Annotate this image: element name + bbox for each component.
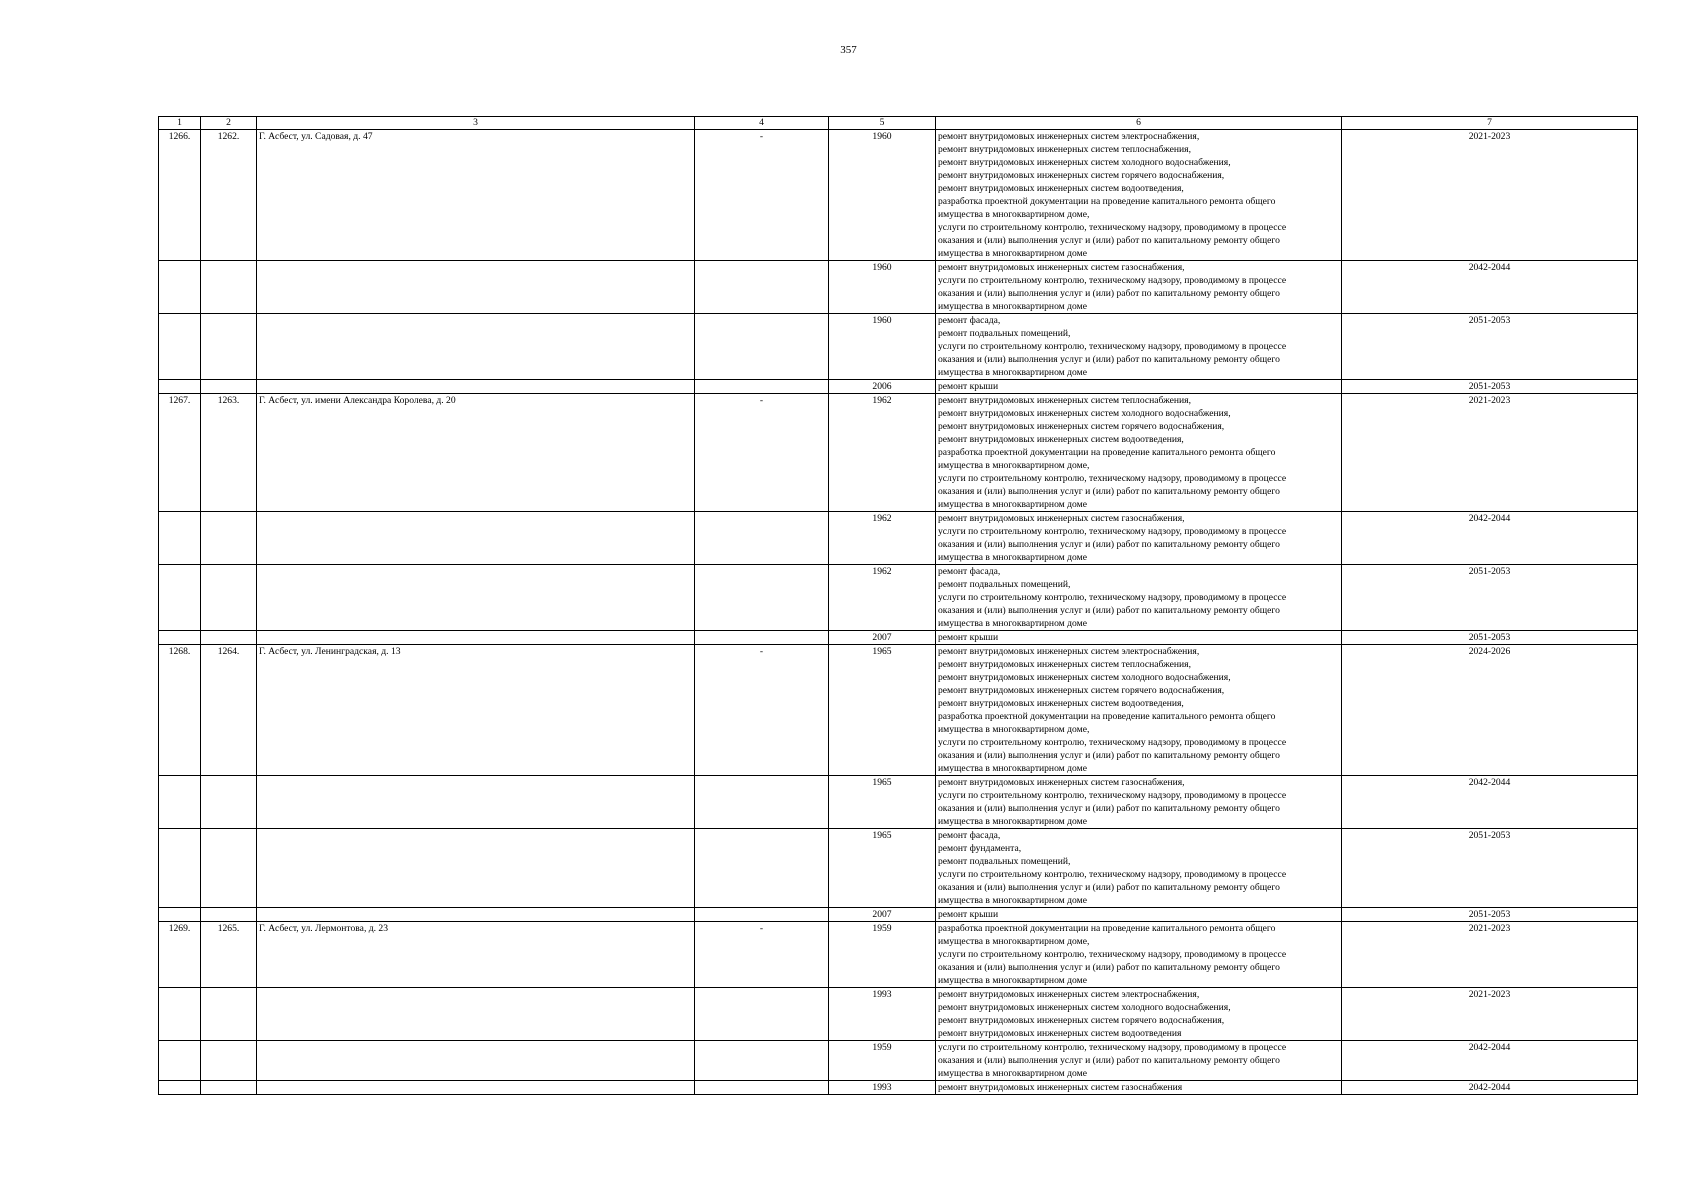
works-cell — [936, 645, 1342, 776]
period-cell: 2051-2053 — [1342, 565, 1638, 631]
work-line: ремонт внутридомовых инженерных систем теплоснабжения, — [938, 395, 1191, 406]
table-row — [159, 776, 1638, 829]
work-line: имущества в многоквартирном доме, — [938, 724, 1090, 735]
work-line: имущества в многоквартирном доме — [938, 816, 1087, 827]
works-cell — [936, 1081, 1342, 1095]
work-line: услуги по строительному контролю, техническому надзору, проводимому в процессе — [938, 473, 1287, 484]
object-number-cell — [201, 1081, 257, 1095]
works-cell — [936, 512, 1342, 565]
table-row — [159, 314, 1638, 380]
period-cell: 2051-2053 — [1342, 631, 1638, 645]
object-number-cell: 1262. — [201, 130, 257, 261]
work-line: ремонт внутридомовых инженерных систем горячего водоснабжения, — [938, 170, 1225, 181]
work-line: услуги по строительному контролю, техническому надзору, проводимому в процессе — [938, 275, 1287, 286]
table-row — [159, 631, 1638, 645]
col4-cell — [695, 314, 829, 380]
address-cell: Г. Асбест, ул. Ленинградская, д. 13 — [257, 645, 695, 776]
object-number-cell — [201, 1041, 257, 1081]
work-line: имущества в многоквартирном доме — [938, 763, 1087, 774]
object-number-cell: 1264. — [201, 645, 257, 776]
works-cell — [936, 776, 1342, 829]
work-line: ремонт внутридомовых инженерных систем горячего водоснабжения, — [938, 421, 1225, 432]
works-cell — [936, 261, 1342, 314]
work-line: разработка проектной документации на проведение капитального ремонта общего — [938, 923, 1276, 934]
table-row — [159, 1081, 1638, 1095]
address-cell — [257, 988, 695, 1041]
work-line: имущества в многоквартирном доме — [938, 552, 1087, 563]
period-cell: 2042-2044 — [1342, 1081, 1638, 1095]
row-number-cell — [159, 512, 201, 565]
row-number-cell: 1266. — [159, 130, 201, 261]
work-line: ремонт внутридомовых инженерных систем горячего водоснабжения, — [938, 1015, 1225, 1026]
work-line: ремонт внутридомовых инженерных систем водоотведения, — [938, 183, 1184, 194]
period-cell: 2051-2053 — [1342, 829, 1638, 908]
works-cell — [936, 314, 1342, 380]
address-cell — [257, 380, 695, 394]
work-line: оказания и (или) выполнения услуг и (или) работ по капитальному ремонту общего — [938, 235, 1280, 246]
row-number-cell — [159, 380, 201, 394]
work-line: ремонт внутридомовых инженерных систем газоснабжения — [938, 1082, 1183, 1093]
works-cell — [936, 922, 1342, 988]
address-cell — [257, 261, 695, 314]
work-line: ремонт внутридомовых инженерных систем газоснабжения, — [938, 777, 1185, 788]
header-cell: 1 — [159, 117, 201, 130]
row-number-cell — [159, 314, 201, 380]
work-line: ремонт внутридомовых инженерных систем электроснабжения, — [938, 646, 1200, 657]
work-line: оказания и (или) выполнения услуг и (или) работ по капитальному ремонту общего — [938, 354, 1280, 365]
year-cell: 1965 — [829, 776, 936, 829]
work-line: ремонт крыши — [938, 909, 999, 920]
work-line: ремонт крыши — [938, 632, 999, 643]
work-line: оказания и (или) выполнения услуг и (или) работ по капитальному ремонту общего — [938, 750, 1280, 761]
work-line: разработка проектной документации на проведение капитального ремонта общего — [938, 196, 1276, 207]
works-cell — [936, 988, 1342, 1041]
row-number-cell — [159, 565, 201, 631]
col4-cell — [695, 908, 829, 922]
work-line: ремонт подвальных помещений, — [938, 579, 1071, 590]
address-cell — [257, 1041, 695, 1081]
table-row — [159, 645, 1638, 776]
col4-cell — [695, 261, 829, 314]
works-cell — [936, 829, 1342, 908]
table-row — [159, 565, 1638, 631]
col4-cell — [695, 512, 829, 565]
table-header-row — [159, 117, 1638, 130]
table-row — [159, 261, 1638, 314]
work-line: имущества в многоквартирном доме — [938, 1068, 1087, 1079]
year-cell: 1965 — [829, 645, 936, 776]
work-line: ремонт подвальных помещений, — [938, 856, 1071, 867]
work-line: ремонт внутридомовых инженерных систем водоотведения — [938, 1028, 1182, 1039]
works-cell — [936, 130, 1342, 261]
work-line: имущества в многоквартирном доме — [938, 618, 1087, 629]
object-number-cell — [201, 380, 257, 394]
col4-cell: - — [695, 645, 829, 776]
year-cell: 1962 — [829, 394, 936, 512]
work-line: оказания и (или) выполнения услуг и (или) работ по капитальному ремонту общего — [938, 803, 1280, 814]
works-cell — [936, 1041, 1342, 1081]
header-cell: 2 — [201, 117, 257, 130]
object-number-cell — [201, 988, 257, 1041]
address-cell — [257, 631, 695, 645]
work-line: оказания и (или) выполнения услуг и (или) работ по капитальному ремонту общего — [938, 288, 1280, 299]
work-line: ремонт внутридомовых инженерных систем газоснабжения, — [938, 513, 1185, 524]
work-line: имущества в многоквартирном доме, — [938, 936, 1090, 947]
object-number-cell — [201, 261, 257, 314]
address-cell: Г. Асбест, ул. Лермонтова, д. 23 — [257, 922, 695, 988]
row-number-cell: 1268. — [159, 645, 201, 776]
work-line: оказания и (или) выполнения услуг и (или) работ по капитальному ремонту общего — [938, 882, 1280, 893]
work-line: оказания и (или) выполнения услуг и (или) работ по капитальному ремонту общего — [938, 486, 1280, 497]
row-number-cell — [159, 631, 201, 645]
table-row — [159, 908, 1638, 922]
address-cell — [257, 314, 695, 380]
object-number-cell — [201, 829, 257, 908]
object-number-cell: 1263. — [201, 394, 257, 512]
work-line: ремонт внутридомовых инженерных систем холодного водоснабжения, — [938, 1002, 1231, 1013]
address-cell: Г. Асбест, ул. имени Александра Королева, д. 20 — [257, 394, 695, 512]
year-cell: 1959 — [829, 1041, 936, 1081]
col4-cell: - — [695, 130, 829, 261]
work-line: ремонт внутридомовых инженерных систем теплоснабжения, — [938, 144, 1191, 155]
page-number: 357 — [840, 44, 857, 56]
year-cell: 1959 — [829, 922, 936, 988]
year-cell: 1960 — [829, 130, 936, 261]
col4-cell — [695, 776, 829, 829]
object-number-cell: 1265. — [201, 922, 257, 988]
period-cell: 2021-2023 — [1342, 130, 1638, 261]
work-line: имущества в многоквартирном доме — [938, 248, 1087, 259]
work-line: услуги по строительному контролю, техническому надзору, проводимому в процессе — [938, 1042, 1287, 1053]
work-line: ремонт внутридомовых инженерных систем электроснабжения, — [938, 989, 1200, 1000]
works-cell — [936, 565, 1342, 631]
period-cell: 2051-2053 — [1342, 380, 1638, 394]
period-cell: 2021-2023 — [1342, 988, 1638, 1041]
work-line: имущества в многоквартирном доме — [938, 367, 1087, 378]
object-number-cell — [201, 314, 257, 380]
works-cell — [936, 908, 1342, 922]
row-number-cell — [159, 261, 201, 314]
year-cell: 1993 — [829, 1081, 936, 1095]
year-cell: 1960 — [829, 314, 936, 380]
work-line: услуги по строительному контролю, техническому надзору, проводимому в процессе — [938, 222, 1287, 233]
header-cell: 7 — [1342, 117, 1638, 130]
year-cell: 1962 — [829, 512, 936, 565]
row-number-cell: 1269. — [159, 922, 201, 988]
address-cell — [257, 908, 695, 922]
year-cell: 1993 — [829, 988, 936, 1041]
col4-cell — [695, 380, 829, 394]
work-line: ремонт внутридомовых инженерных систем горячего водоснабжения, — [938, 685, 1225, 696]
work-line: ремонт фасада, — [938, 830, 1001, 841]
period-cell: 2051-2053 — [1342, 908, 1638, 922]
period-cell: 2042-2044 — [1342, 261, 1638, 314]
year-cell: 1965 — [829, 829, 936, 908]
work-line: услуги по строительному контролю, техническому надзору, проводимому в процессе — [938, 869, 1287, 880]
work-line: разработка проектной документации на проведение капитального ремонта общего — [938, 447, 1276, 458]
period-cell: 2021-2023 — [1342, 922, 1638, 988]
work-line: разработка проектной документации на проведение капитального ремонта общего — [938, 711, 1276, 722]
row-number-cell — [159, 1041, 201, 1081]
address-cell — [257, 512, 695, 565]
work-line: услуги по строительному контролю, техническому надзору, проводимому в процессе — [938, 341, 1287, 352]
work-line: услуги по строительному контролю, техническому надзору, проводимому в процессе — [938, 737, 1287, 748]
work-line: оказания и (или) выполнения услуг и (или) работ по капитальному ремонту общего — [938, 1055, 1280, 1066]
table-row — [159, 512, 1638, 565]
work-line: ремонт фундамента, — [938, 843, 1022, 854]
work-line: ремонт внутридомовых инженерных систем газоснабжения, — [938, 262, 1185, 273]
col4-cell — [695, 631, 829, 645]
object-number-cell — [201, 565, 257, 631]
address-cell — [257, 1081, 695, 1095]
col4-cell — [695, 829, 829, 908]
address-cell — [257, 565, 695, 631]
table-row — [159, 1041, 1638, 1081]
row-number-cell — [159, 908, 201, 922]
work-line: имущества в многоквартирном доме, — [938, 460, 1090, 471]
table-row — [159, 988, 1638, 1041]
work-line: ремонт фасада, — [938, 315, 1001, 326]
row-number-cell — [159, 776, 201, 829]
work-line: ремонт внутридомовых инженерных систем холодного водоснабжения, — [938, 408, 1231, 419]
col4-cell — [695, 988, 829, 1041]
work-line: имущества в многоквартирном доме — [938, 975, 1087, 986]
work-line: ремонт подвальных помещений, — [938, 328, 1071, 339]
row-number-cell — [159, 829, 201, 908]
work-line: услуги по строительному контролю, техническому надзору, проводимому в процессе — [938, 949, 1287, 960]
header-cell: 6 — [936, 117, 1342, 130]
year-cell: 2006 — [829, 380, 936, 394]
work-line: ремонт внутридомовых инженерных систем холодного водоснабжения, — [938, 157, 1231, 168]
work-line: ремонт внутридомовых инженерных систем водоотведения, — [938, 698, 1184, 709]
work-line: имущества в многоквартирном доме — [938, 895, 1087, 906]
period-cell: 2051-2053 — [1342, 314, 1638, 380]
address-cell — [257, 776, 695, 829]
object-number-cell — [201, 631, 257, 645]
row-number-cell: 1267. — [159, 394, 201, 512]
period-cell: 2042-2044 — [1342, 512, 1638, 565]
object-number-cell — [201, 908, 257, 922]
work-line: оказания и (или) выполнения услуг и (или) работ по капитальному ремонту общего — [938, 605, 1280, 616]
year-cell: 1960 — [829, 261, 936, 314]
col4-cell: - — [695, 394, 829, 512]
work-line: ремонт внутридомовых инженерных систем теплоснабжения, — [938, 659, 1191, 670]
works-cell — [936, 394, 1342, 512]
work-line: ремонт внутридомовых инженерных систем холодного водоснабжения, — [938, 672, 1231, 683]
header-cell: 3 — [257, 117, 695, 130]
work-line: имущества в многоквартирном доме — [938, 499, 1087, 510]
works-cell — [936, 380, 1342, 394]
table-row — [159, 394, 1638, 512]
work-line: услуги по строительному контролю, техническому надзору, проводимому в процессе — [938, 592, 1287, 603]
col4-cell: - — [695, 922, 829, 988]
work-line: ремонт фасада, — [938, 566, 1001, 577]
capital-repair-table — [158, 116, 1638, 1095]
col4-cell — [695, 565, 829, 631]
row-number-cell — [159, 988, 201, 1041]
address-cell: Г. Асбест, ул. Садовая, д. 47 — [257, 130, 695, 261]
address-cell — [257, 829, 695, 908]
work-line: ремонт внутридомовых инженерных систем водоотведения, — [938, 434, 1184, 445]
year-cell: 2007 — [829, 908, 936, 922]
work-line: оказания и (или) выполнения услуг и (или) работ по капитальному ремонту общего — [938, 962, 1280, 973]
work-line: услуги по строительному контролю, техническому надзору, проводимому в процессе — [938, 526, 1287, 537]
header-cell: 5 — [829, 117, 936, 130]
table-row — [159, 922, 1638, 988]
period-cell: 2042-2044 — [1342, 1041, 1638, 1081]
work-line: оказания и (или) выполнения услуг и (или) работ по капитальному ремонту общего — [938, 539, 1280, 550]
object-number-cell — [201, 512, 257, 565]
period-cell: 2021-2023 — [1342, 394, 1638, 512]
year-cell: 1962 — [829, 565, 936, 631]
table-row — [159, 380, 1638, 394]
work-line: имущества в многоквартирном доме, — [938, 209, 1090, 220]
work-line: ремонт крыши — [938, 381, 999, 392]
year-cell: 2007 — [829, 631, 936, 645]
row-number-cell — [159, 1081, 201, 1095]
period-cell: 2024-2026 — [1342, 645, 1638, 776]
col4-cell — [695, 1041, 829, 1081]
works-cell — [936, 631, 1342, 645]
work-line: услуги по строительному контролю, техническому надзору, проводимому в процессе — [938, 790, 1287, 801]
period-cell: 2042-2044 — [1342, 776, 1638, 829]
col4-cell — [695, 1081, 829, 1095]
work-line: ремонт внутридомовых инженерных систем электроснабжения, — [938, 131, 1200, 142]
table-row — [159, 829, 1638, 908]
object-number-cell — [201, 776, 257, 829]
work-line: имущества в многоквартирном доме — [938, 301, 1087, 312]
table-row — [159, 130, 1638, 261]
header-cell: 4 — [695, 117, 829, 130]
